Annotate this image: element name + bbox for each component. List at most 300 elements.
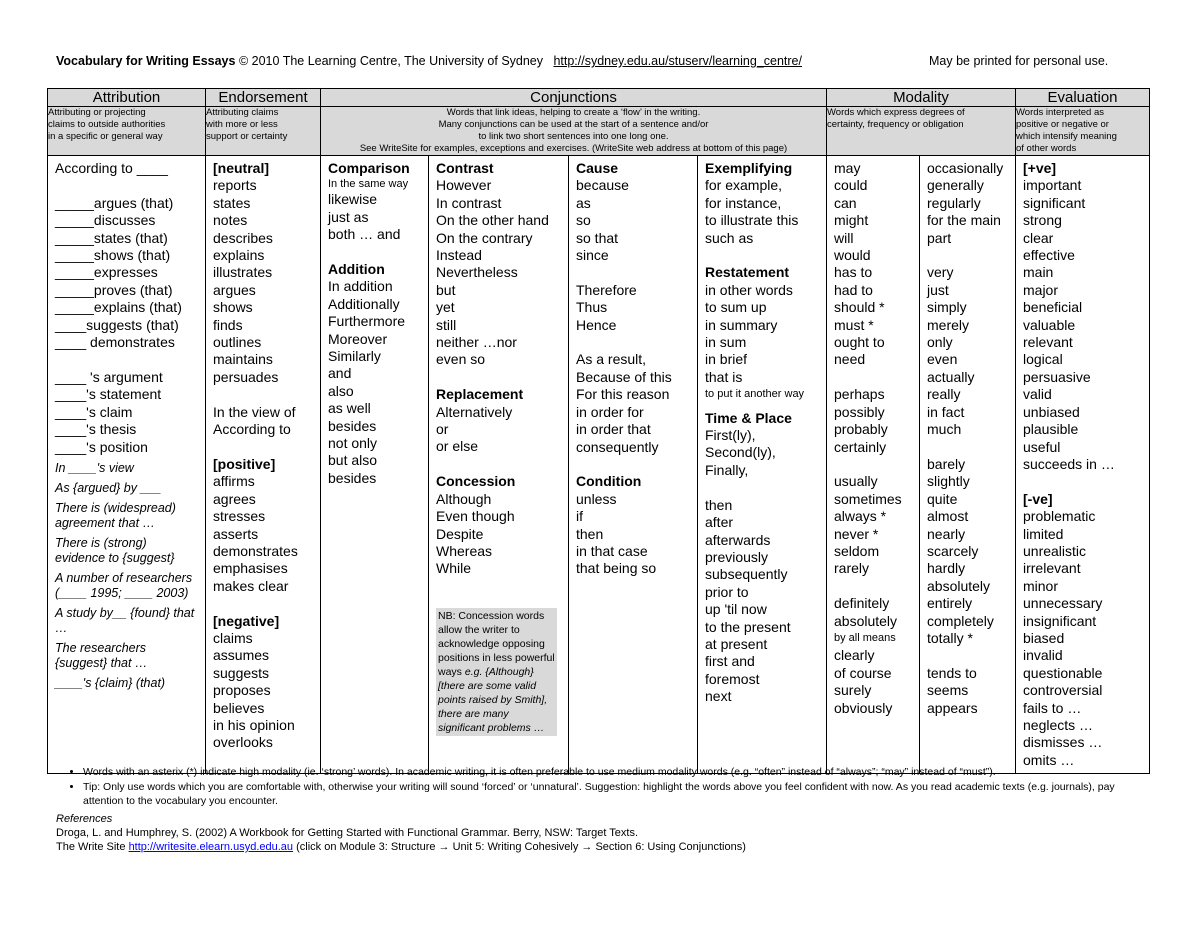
list-item: controversial: [1023, 682, 1103, 699]
list-item: Hence: [576, 316, 617, 333]
list-item: explains: [213, 247, 265, 264]
list-item: [55, 351, 198, 368]
list-item: because: [576, 177, 629, 194]
desc-conjunctions: [321, 107, 827, 156]
desc-evaluation: [1016, 107, 1150, 156]
list-item: rarely: [834, 560, 870, 577]
list-item: positive or negative or: [1016, 119, 1109, 130]
list-item: must *: [834, 316, 874, 333]
list-item: possibly: [834, 403, 885, 420]
list-item: Many conjunctions can be used at the start of a sentence and/or: [438, 119, 709, 130]
list-item: _____argues (that): [55, 194, 174, 211]
list-item: While: [436, 560, 472, 577]
list-item: argues: [213, 281, 256, 298]
list-item: actually: [927, 368, 975, 385]
list-item: emphasises: [213, 560, 288, 577]
exemplifying-label: Exemplifying: [705, 160, 793, 176]
list-item: besides: [328, 469, 377, 486]
list-item: ____'s statement: [55, 386, 162, 403]
positive-eval-list: [1023, 177, 1142, 473]
attribution-phrase: In ____'s view: [55, 460, 134, 475]
attribution-column: [48, 156, 206, 774]
page-header: [56, 54, 1136, 68]
list-item: Whereas: [436, 542, 493, 559]
list-item: valuable: [1023, 316, 1076, 333]
list-item: nearly: [927, 525, 966, 542]
list-item: _____proves (that): [55, 281, 173, 298]
attribution-list: [55, 160, 198, 456]
list-item: illustrates: [213, 264, 273, 281]
list-item: totally *: [927, 629, 973, 646]
list-item: only: [927, 334, 953, 351]
list-item: in brief: [705, 351, 748, 368]
list-item: unnecessary: [1023, 595, 1103, 612]
footnotes: [58, 765, 1148, 809]
list-item: questionable: [1023, 664, 1103, 681]
list-item: simply: [927, 299, 967, 316]
list-item: in that case: [576, 542, 648, 559]
header-conjunctions: Conjunctions: [321, 89, 827, 107]
attribution-phrase: A number of researchers (____ 1995; ____ 2003): [55, 570, 193, 600]
list-item: very: [927, 264, 954, 281]
list-item: usually: [834, 473, 878, 490]
header-endorsement: Endorsement: [206, 89, 321, 107]
list-item: unrealistic: [1023, 542, 1087, 559]
list-item: As a result,: [576, 351, 647, 368]
list-item: [927, 247, 1009, 264]
list-item: not only: [328, 435, 378, 452]
exemplifying-list: [705, 177, 820, 247]
list-item: fails to …: [1023, 699, 1082, 716]
list-item: support or certainty: [206, 131, 288, 142]
list-item: proposes: [213, 682, 271, 699]
list-item: could: [834, 177, 868, 194]
list-item: then: [576, 525, 604, 542]
list-item: asserts: [213, 525, 259, 542]
attribution-phrase: There is (widespread) agreement that …: [55, 500, 176, 530]
list-item: really: [927, 386, 961, 403]
list-item: important: [1023, 177, 1082, 194]
list-item: persuasive: [1023, 368, 1091, 385]
list-item: absolutely: [927, 577, 991, 594]
list-item: appears: [927, 699, 978, 716]
list-item: would: [834, 247, 871, 264]
references: [56, 812, 746, 854]
list-item: up 'til now: [705, 601, 767, 618]
concession-list: [436, 491, 561, 578]
contrast-label: Contrast: [436, 160, 494, 176]
list-item: in order that: [576, 421, 651, 438]
list-item: Additionally: [328, 295, 400, 312]
list-item: major: [1023, 281, 1059, 298]
list-item: In addition: [328, 278, 393, 295]
footnote-tip: • Tip: Only use words which you are comfortable with, otherwise your writing will sound ‘forced’ or ‘unnatural’. Suggestion: highlight the words above you feel confident with now. As you read academic texts (e.g. journals), pay attention to the vocabulary you encounter.: [83, 780, 1148, 808]
list-item: seems: [927, 682, 969, 699]
list-item: [927, 647, 1009, 664]
list-item: Despite: [436, 525, 484, 542]
note-text: NB: Concession words allow the writer to acknowledge opposing positions in less powerful ways: [438, 609, 555, 678]
list-item: states: [213, 194, 251, 211]
list-item: main: [1023, 264, 1054, 281]
list-item: Similarly: [328, 348, 381, 365]
list-item: ____suggests (that): [55, 316, 179, 333]
list-item: [55, 177, 198, 194]
addition-list: [328, 278, 421, 487]
restatement-small: to put it another way: [705, 388, 805, 401]
list-item: certainty, frequency or obligation: [827, 119, 964, 130]
list-item: might: [834, 212, 869, 229]
list-item: yet: [436, 299, 455, 316]
list-item: absolutely: [834, 612, 898, 629]
list-item: to the present: [705, 618, 791, 635]
list-item: to sum up: [705, 299, 767, 316]
list-item: demonstrates: [213, 542, 298, 559]
copyright-text: © 2010 The Learning Centre, The University of Sydney: [238, 54, 544, 68]
conj-col-contrast: [428, 156, 568, 773]
references-heading: References: [56, 813, 113, 825]
conj-col-cause: [568, 156, 697, 773]
list-item: in fact: [927, 403, 965, 420]
list-item: always *: [834, 508, 887, 525]
attribution-phrase: As {argued} by ___: [55, 480, 162, 495]
list-item: believes: [213, 699, 265, 716]
note-example: e.g. {Although} [there are some valid points raised by Smith], there are many significant problems …: [438, 665, 548, 734]
list-item: which intensify meaning: [1016, 131, 1117, 142]
list-item: biased: [1023, 629, 1065, 646]
list-item: definitely: [834, 595, 890, 612]
list-item: agrees: [213, 490, 256, 507]
list-item: such as: [705, 229, 754, 246]
list-item: clearly: [834, 647, 875, 664]
list-item: almost: [927, 508, 969, 525]
list-item: Second(ly),: [705, 444, 776, 461]
list-item: need: [834, 351, 866, 368]
list-item: besides: [328, 417, 377, 434]
list-item: in a specific or general way: [48, 131, 163, 142]
list-item: subsequently: [705, 566, 788, 583]
list-item: perhaps: [834, 386, 885, 403]
list-item: or: [436, 421, 449, 438]
replacement-label: Replacement: [436, 386, 524, 403]
list-item: finds: [213, 316, 243, 333]
header-modality: Modality: [827, 89, 1016, 107]
list-item: for example,: [705, 177, 783, 194]
list-item: in order for: [576, 403, 644, 420]
comparison-note: In the same way: [328, 178, 409, 191]
attribution-phrase: ____'s {claim} (that): [55, 675, 166, 690]
attribution-italic-list: [55, 461, 198, 691]
list-item: Even though: [436, 508, 515, 525]
list-item: limited: [1023, 525, 1064, 542]
list-item: _____discusses: [55, 212, 156, 229]
list-item: reports: [213, 177, 257, 194]
contrast-list: [436, 177, 561, 368]
list-item: for the main: [927, 212, 1001, 229]
document-title: Vocabulary for Writing Essays: [56, 54, 236, 68]
modality-list-a: [834, 160, 912, 630]
modality-list-c: [927, 160, 1009, 717]
conjunctions-column: [321, 156, 827, 774]
list-item: to link two short sentences into one long one.: [478, 131, 669, 142]
list-item: Finally,: [705, 461, 749, 478]
list-item: or else: [436, 438, 479, 455]
list-item: stresses: [213, 508, 266, 525]
list-item: still: [436, 316, 457, 333]
list-item: likewise: [328, 191, 378, 208]
list-item: surely: [834, 682, 872, 699]
list-item: may: [834, 160, 861, 176]
list-item: Words interpreted as: [1016, 107, 1105, 118]
list-item: just: [927, 281, 949, 298]
list-item: persuades: [213, 368, 279, 385]
list-item: minor: [1023, 577, 1059, 594]
list-item: probably: [834, 421, 888, 438]
writesite-link[interactable]: http://writesite.elearn.usyd.edu.au: [128, 841, 294, 853]
list-item: shows: [213, 299, 253, 316]
vocabulary-table: [47, 88, 1150, 774]
cause-label: Cause: [576, 160, 619, 176]
list-item: barely: [927, 455, 966, 472]
list-item: since: [576, 247, 609, 264]
list-item: generally: [927, 177, 984, 194]
header-evaluation: Evaluation: [1016, 89, 1150, 107]
list-item: In contrast: [436, 194, 502, 211]
modality-col-1: [827, 156, 919, 773]
list-item: foremost: [705, 670, 760, 687]
list-item: even: [927, 351, 958, 368]
list-item: valid: [1023, 386, 1052, 403]
list-item: prior to: [705, 583, 749, 600]
comparison-label: Comparison: [328, 160, 410, 176]
list-item: to illustrate this: [705, 212, 799, 229]
list-item: Although: [436, 490, 492, 507]
list-item: Words which express degrees of: [827, 107, 965, 118]
list-item: slightly: [927, 473, 970, 490]
list-item: after: [705, 514, 734, 531]
list-item: useful: [1023, 438, 1061, 455]
list-item: in other words: [705, 281, 793, 298]
list-item: effective: [1023, 247, 1075, 264]
list-item: then: [705, 496, 733, 513]
timeplace-label: Time & Place: [705, 409, 792, 426]
concession-note: [436, 608, 557, 736]
list-item: never *: [834, 525, 879, 542]
list-item: claims to outside authorities: [48, 119, 166, 130]
condition-label: Condition: [576, 473, 642, 490]
list-item: irrelevant: [1023, 560, 1081, 577]
list-item: as: [576, 194, 591, 211]
list-item: can: [834, 194, 857, 211]
list-item: suggests: [213, 664, 270, 681]
modality-small: by all means: [834, 631, 896, 644]
list-item: _____states (that): [55, 229, 168, 246]
list-item: First(ly),: [705, 427, 756, 444]
list-item: had to: [834, 281, 873, 298]
positive-list: [213, 473, 313, 595]
list-item: but: [436, 281, 456, 298]
replacement-list: [436, 404, 561, 456]
concession-label: Concession: [436, 473, 516, 490]
list-item: Words that link ideas, helping to create a ‘flow’ in the writing.: [446, 107, 701, 118]
conj-col-comparison: [321, 156, 428, 773]
list-item: ____'s thesis: [55, 421, 137, 438]
list-item: that being so: [576, 560, 657, 577]
list-item: neither …nor: [436, 334, 517, 351]
evaluation-column: [1016, 156, 1150, 774]
list-item: succeeds in …: [1023, 455, 1115, 472]
list-item: both … and: [328, 226, 401, 243]
list-item: scarcely: [927, 542, 979, 559]
list-item: According to ____: [55, 160, 168, 176]
list-item: Moreover: [328, 330, 388, 347]
condition-list: [576, 491, 690, 578]
list-item: has to: [834, 264, 873, 281]
list-item: ____ demonstrates: [55, 334, 175, 351]
list-item: that is: [705, 368, 743, 385]
list-item: first and: [705, 653, 755, 670]
list-item: next: [705, 688, 732, 705]
list-item: also: [328, 382, 354, 399]
list-item: Alternatively: [436, 403, 513, 420]
list-item: clear: [1023, 229, 1054, 246]
addition-label: Addition: [328, 261, 385, 278]
list-item: relevant: [1023, 334, 1073, 351]
endorsement-column: [206, 156, 321, 774]
positive-eval-label: [+ve]: [1023, 160, 1057, 176]
timeplace-list: [705, 427, 820, 706]
list-item: [927, 439, 1009, 456]
attribution-phrase: A study by__ {found} that …: [55, 605, 195, 635]
list-item: ____'s claim: [55, 403, 133, 420]
list-item: plausible: [1023, 421, 1079, 438]
list-item: neglects …: [1023, 716, 1094, 733]
list-item: tends to: [927, 664, 977, 681]
list-item: in his opinion: [213, 716, 295, 733]
desc-attribution: [48, 107, 206, 156]
conj-col-exemplifying: [697, 156, 827, 773]
list-item: and: [328, 365, 352, 382]
list-item: describes: [213, 229, 273, 246]
list-item: omits …: [1023, 751, 1075, 768]
list-item: unless: [576, 490, 617, 507]
list-item: regularly: [927, 194, 981, 211]
list-item: so that: [576, 229, 619, 246]
list-item: sometimes: [834, 490, 902, 507]
reference-2-suffix: (click on Module 3: Structure → Unit 5: Writing Cohesively → Section 6: Using Conjunctions): [296, 841, 746, 853]
permission-text: May be printed for personal use.: [929, 54, 1109, 68]
list-item: entirely: [927, 595, 973, 612]
list-item: notes: [213, 212, 248, 229]
list-item: consequently: [576, 438, 659, 455]
list-item: [576, 264, 690, 281]
negative-label: [negative]: [213, 612, 280, 629]
positive-label: [positive]: [213, 455, 276, 472]
list-item: invalid: [1023, 647, 1063, 664]
list-item: certainly: [834, 438, 887, 455]
list-item: Therefore: [576, 281, 637, 298]
list-item: for instance,: [705, 194, 782, 211]
list-item: Nevertheless: [436, 264, 518, 281]
list-item: merely: [927, 316, 970, 333]
cause-list: [576, 177, 690, 456]
list-item: overlooks: [213, 734, 273, 751]
list-item: See WriteSite for examples, exceptions and exercises. (WriteSite web address at bottom of this page): [359, 143, 788, 154]
list-item: strong: [1023, 212, 1062, 229]
list-item: obviously: [834, 699, 893, 716]
list-item: hardly: [927, 560, 966, 577]
list-item: _____explains (that): [55, 299, 182, 316]
restatement-list: [705, 282, 820, 386]
list-item: seldom: [834, 542, 880, 559]
list-item: occasionally: [927, 160, 1004, 176]
list-item: should *: [834, 299, 885, 316]
list-item: even so: [436, 351, 486, 368]
list-item: On the other hand: [436, 212, 549, 229]
modality-list-b: [834, 647, 912, 717]
list-item: For this reason: [576, 386, 670, 403]
list-item: ____ 's argument: [55, 368, 163, 385]
list-item: ____'s position: [55, 438, 148, 455]
list-item: significant: [1023, 194, 1086, 211]
list-item: as well: [328, 400, 371, 417]
negative-eval-label: [-ve]: [1023, 490, 1053, 507]
desc-modality: [827, 107, 1016, 156]
header-attribution: Attribution: [48, 89, 206, 107]
list-item: _____shows (that): [55, 247, 171, 264]
list-item: dismisses …: [1023, 734, 1103, 751]
neutral-label: [neutral]: [213, 160, 269, 176]
list-item: ought to: [834, 334, 885, 351]
list-item: In the view of: [213, 403, 296, 420]
list-item: According to: [213, 421, 291, 438]
negative-eval-list: [1023, 508, 1142, 769]
list-item: at present: [705, 635, 768, 652]
attribution-phrase: There is (strong) evidence to {suggest}: [55, 535, 175, 565]
list-item: part: [927, 229, 952, 246]
desc-endorsement: [206, 107, 321, 156]
list-item: beneficial: [1023, 299, 1083, 316]
modality-column: [827, 156, 1016, 774]
list-item: maintains: [213, 351, 273, 368]
footnote-asterix: • Words with an asterix (*) indicate high modality (ie. ‘strong’ words). In academic writing, it is often preferable to use medium modality words (e.g. “often” instead of “always”; “may” instead of “must”).: [83, 765, 1148, 779]
list-item: However: [436, 177, 492, 194]
list-item: claims: [213, 629, 253, 646]
negative-list: [213, 630, 313, 752]
reference-2-prefix: The Write Site: [56, 841, 126, 853]
modality-col-2: [919, 156, 1016, 773]
list-item: [834, 578, 912, 595]
learning-centre-link[interactable]: http://sydney.edu.au/stuserv/learning_centre/: [553, 54, 802, 68]
list-item: Thus: [576, 299, 608, 316]
list-item: with more or less: [206, 119, 278, 130]
neutral-list: [213, 177, 313, 438]
list-item: but also: [328, 452, 378, 469]
restatement-label: Restatement: [705, 264, 790, 281]
list-item: afterwards: [705, 531, 771, 548]
list-item: of other words: [1016, 143, 1077, 154]
list-item: [576, 334, 690, 351]
list-item: much: [927, 421, 962, 438]
list-item: quite: [927, 490, 958, 507]
list-item: On the contrary: [436, 229, 533, 246]
list-item: assumes: [213, 647, 270, 664]
list-item: [834, 369, 912, 386]
list-item: Attributing claims: [206, 107, 279, 118]
list-item: Attributing or projecting: [48, 107, 146, 118]
list-item: logical: [1023, 351, 1063, 368]
list-item: in summary: [705, 316, 778, 333]
list-item: Instead: [436, 247, 482, 264]
